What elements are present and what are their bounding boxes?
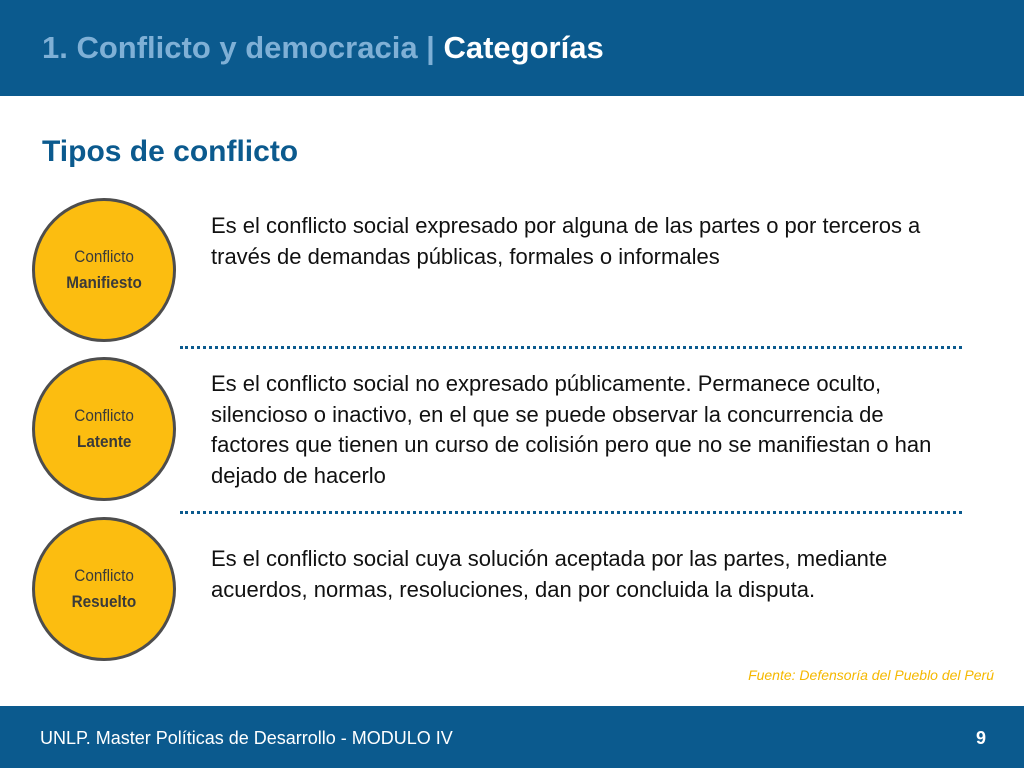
badge-label-line1: Conflicto (74, 406, 134, 425)
section-heading: Tipos de conflicto (42, 135, 299, 168)
badge-label-line1: Conflicto (74, 566, 134, 585)
page-title (42, 30, 604, 66)
badge-label-line2: Resuelto (71, 592, 137, 611)
conflict-description-resuelto: Es el conflicto social cuya solución aceptada por las partes, mediante acuerdos, normas, resoluciones, dan por concluida la disputa. (211, 546, 888, 602)
badge-label-line1: Conflicto (74, 247, 134, 266)
badge-label-line2: Manifiesto (66, 273, 142, 292)
dotted-divider (180, 346, 962, 349)
title-section: 1. Conflicto y democracia | (42, 30, 444, 65)
footer-bar (0, 706, 1024, 768)
title-category: Categorías (443, 30, 604, 65)
badge-label-line2: Latente (76, 432, 132, 451)
conflict-badge-manifiesto (32, 198, 176, 342)
footer-course-label: UNLP. Master Políticas de Desarrollo - MODULO IV (40, 728, 453, 748)
conflict-description-latente: Es el conflicto social no expresado públicamente. Permanece oculto, silencioso o inactivo, en el que se puede observar la concurrencia de factores que tienen un curso de colisión pero que no se manifiestan o han dejado de hacerlo (211, 371, 932, 488)
dotted-divider (180, 511, 962, 514)
conflict-badge-latente (32, 357, 176, 501)
conflict-badge-resuelto (32, 517, 176, 661)
source-citation: Fuente: Defensoría del Pueblo del Perú (748, 667, 994, 683)
header-bar (0, 0, 1024, 96)
conflict-description-manifiesto: Es el conflicto social expresado por alguna de las partes o por terceros a través de demandas públicas, formales o informales (211, 213, 921, 269)
page-number: 9 (975, 728, 986, 748)
